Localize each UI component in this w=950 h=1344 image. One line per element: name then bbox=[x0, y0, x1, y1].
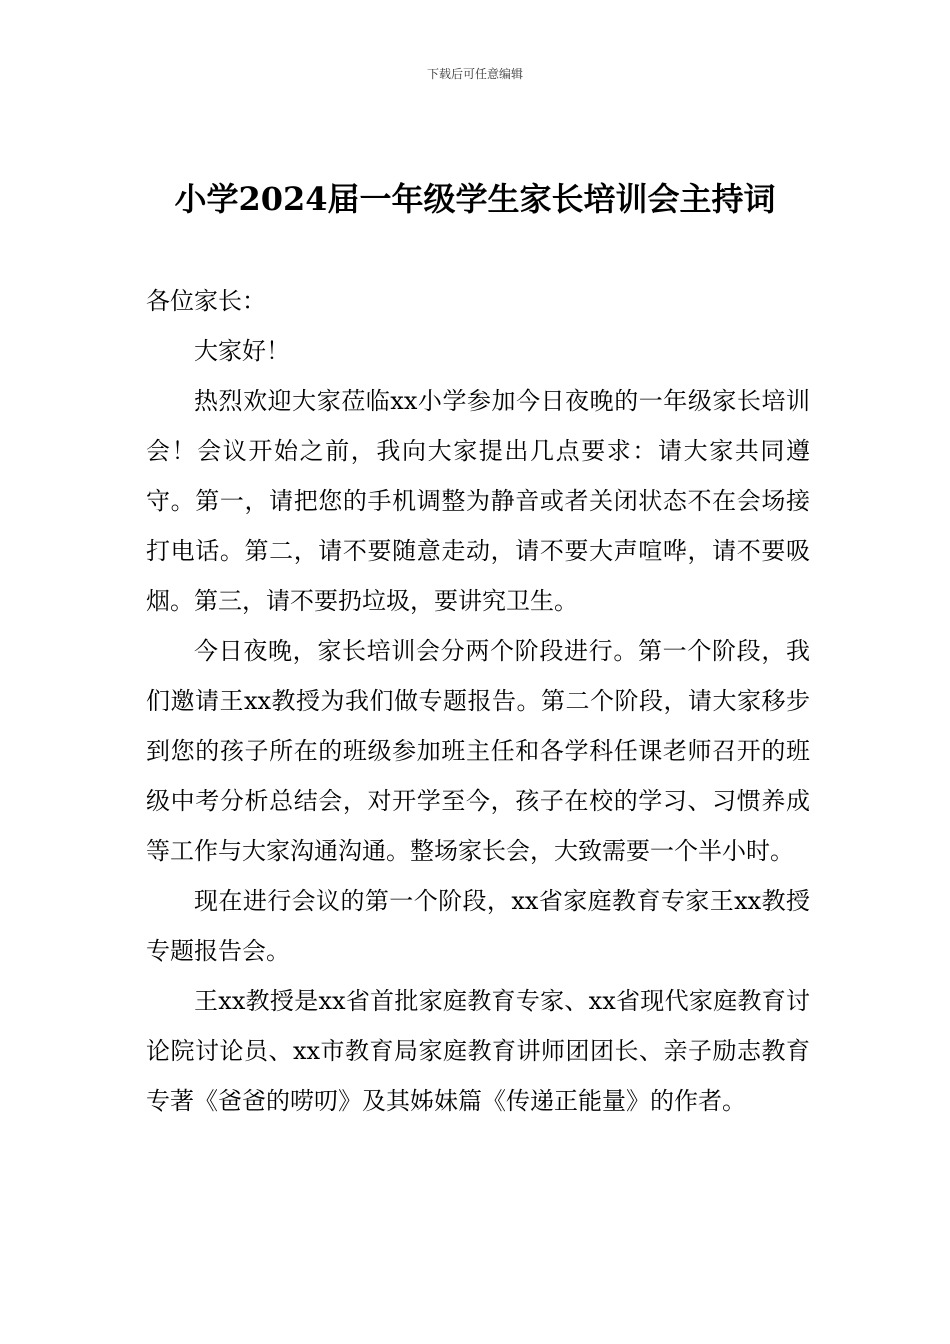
salutation: 各位家长： bbox=[146, 287, 266, 315]
paragraph-greeting: 大家好！ bbox=[194, 337, 290, 365]
paragraph-first-stage: 现在进行会议的第一个阶段，xx省家庭教育专家王xx教授专题报告会。 bbox=[146, 887, 810, 965]
header-note: 下载后可任意编辑 bbox=[426, 67, 523, 81]
paragraph-agenda: 今日夜晚，家长培训会分两个阶段进行。第一个阶段，我们邀请王xx教授为我们做专题报告。第二个阶段，请大家移步到您的孩子所在的班级参加班主任和各学科任课老师召开的班级中考分析总结会，对开学至今，孩子在校的学习、习惯养成等工作与大家沟通沟通。整场家长会，大致需要一个半小时。 bbox=[146, 637, 810, 865]
document-title: 小学2024届一年级学生家长培训会主持词 bbox=[174, 180, 776, 218]
paragraph-speaker-intro: 王xx教授是xx省首批家庭教育专家、xx省现代家庭教育讨论院讨论员、xx市教育局家庭教育讲师团团长、亲子励志教育专著《爸爸的唠叨》及其姊妹篇《传递正能量》的作者。 bbox=[146, 987, 810, 1115]
document-body bbox=[146, 276, 810, 1126]
paragraph-welcome-rules: 热烈欢迎大家莅临xx小学参加今日夜晚的一年级家长培训会！会议开始之前，我向大家提出几点要求：请大家共同遵守。第一，请把您的手机调整为静音或者关闭状态不在会场接打电话。第二，请不要随意走动，请不要大声喧哗，请不要吸烟。第三，请不要扔垃圾，要讲究卫生。 bbox=[146, 387, 810, 615]
